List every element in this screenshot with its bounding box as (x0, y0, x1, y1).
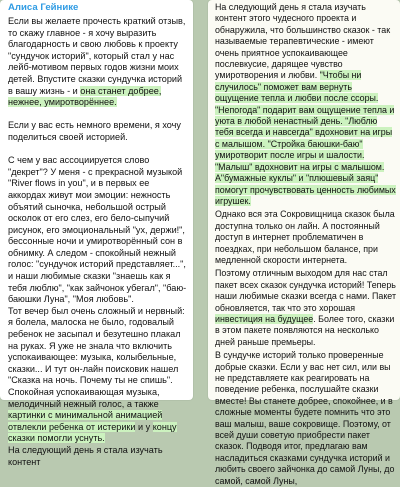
text-span: С чем у вас ассоциируется слово "декрет"? У меня - с прекрасной музыкой "River flows in you", и в первых ее аккордах живут мои эмоции: нежность объятий сыночка, небольшой острый осколок от его слез, его (8, 155, 183, 224)
text-span: . Более того, сказки в этом пакете появляются на несколько дней раньше премьеры. (215, 313, 395, 347)
highlight-span: картинки с минимальной анимацией отвлекли ребенка от истерики (8, 410, 163, 432)
right-message-text (208, 0, 400, 487)
highlight-span: "Чтобы ни случилось" поможет вам вернуть ощущение тепла и любви после ссоры. (215, 70, 379, 104)
left-message-bubble (0, 0, 193, 467)
right-message-bubble (208, 0, 400, 486)
left-message-text (0, 16, 193, 468)
text-span: Поэтому отличным выходом для нас стал пакет всех сказок сундучка историй! Теперь наши любимые сказки всегда с нами. Пакет обновляется, так что это хорошая (215, 268, 397, 313)
text-span: Тот вечер был очень сложный и нервный: я болела, малоска не было, годовалый ребенок не засыпал и безутешно плакал на руках. Я уже не знала что включить успокаивающее: музыка, колыбельные, сказки... И тут он-лайн поисковик нашел "Сказка на ночь. Почему ты не спишь". Спокойная успокаивающая музыка, мелодичный нежный голос, а также (8, 305, 185, 409)
text-span: На следующий день я стала изучать контент этого чудесного проекта и обнаружила, что большинство сказок - так называемые терапевтические - имеют очень приятное успокаивающее послевкусие, дарящее чувство умиротворения и любви. (215, 2, 391, 81)
right-paragraph-4: В сундучке историй только проверенные добрые сказки. Если у вас нет сил, или вы не представляете как реагировать на поведение ребенка, послушайте сказки вместе! Вы станете добрее, спокойнее, и в сложные моменты будете помнить что это ваш малыш, ваше сокровище. Поэтому, от всей души советую приобрести пакет сказок. Подводя итог, предлагаю вам насладиться сказками сундучка историй и любить своего зайчонка до самой Луны, до самой, самой Луны, (215, 350, 395, 486)
highlight-span: "Непогода" подарит вам ощущение тепла и уюта в любой ненастный день. "Люблю тебя всегда и навсегда" вдохновит на игры с малышом. "Стройка баюшки-баю" умиротворит после игры и шалости. "Малыш" вдохновит на игры с малышом. А"бумажные куклы" и "плюшевый заяц" помогут прочувствовать ценность любимых игрушек. (215, 104, 396, 206)
left-paragraph-1 (8, 16, 188, 109)
highlight-span: она станет добрее, нежнее, умиротворённее. (8, 85, 162, 108)
left-paragraph-5: На следующий день я стала изучать контент (8, 444, 163, 467)
left-paragraph-4 (8, 306, 188, 445)
right-paragraph-2: Однако вся эта Сокровищница сказок была доступна только он лайн. А постоянный доступ в интернет проблематичен в поездках, при небольшом балансе, при медленной скорости интернета. (215, 209, 395, 265)
author-name[interactable]: Алиса Гейнике (8, 2, 79, 13)
text-span: Если вы желаете прочесть краткий отзыв, то скажу главное - я хочу выразить благодарность и свою любовь к проекту "сундучок историй", который стал у нас лейб-мотивом первых годов жизни моих детей. Впустите сказки сундучка историй в вашу жизнь - и (8, 16, 186, 96)
right-paragraph-1 (215, 2, 396, 207)
left-paragraph-3 (8, 155, 188, 306)
text-span: , его эмоциональный "ух, держи!", бессонные ночи и умиротворённый сон в обнимку. А следом - спокойный нежный голос: "сундучок историй представляет...", и наши любимые сказки "знаешь как я тебя люблю", "как зайчонок убегал", "баю-баюшки Луна", "Моя любовь". (8, 224, 187, 305)
highlight-span: инвестиция на будущее (215, 313, 314, 324)
right-paragraph-3 (215, 268, 396, 348)
text-span: бело-сыпучий рисунок (8, 213, 170, 235)
text-span: и у (135, 421, 153, 432)
highlight-span: концу сказки помогли уснуть. (8, 421, 177, 444)
left-paragraph-2: Если у вас есть немного времени, я хочу поделиться своей историей. (8, 120, 181, 142)
